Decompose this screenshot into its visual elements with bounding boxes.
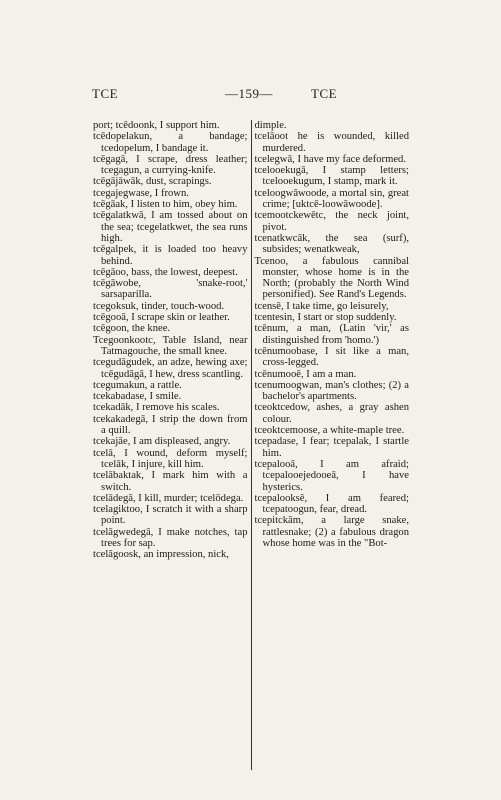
dictionary-entry: tcepadase, I fear; tcepalak, I startle him.	[254, 436, 409, 459]
dictionary-entry: tcelāgwedegā, I make notches, tap trees for sap.	[93, 526, 248, 549]
dictionary-entry: tcegudāgudek, an adze, hewing axe; tcēgudāgā, I hew, dress scantling.	[93, 357, 248, 380]
dictionary-entry: tcēgooā, I scrape skin or leather.	[93, 312, 230, 324]
dictionary-entry: tcēgalpek, it is loaded too heavy behind.	[93, 244, 248, 267]
dictionary-entry: tcelagiktoo, I scratch it with a sharp point.	[93, 504, 248, 527]
dictionary-entry: tcekadāk, I remove his scales.	[93, 402, 220, 414]
dictionary-entry: tceloogwāwoode, a mortal sin, great crime; [uktcē-loowāwoode].	[254, 187, 409, 211]
dictionary-entry: tcekakadegā, I strip the down from a quill.	[93, 413, 248, 437]
dictionary-entry: tcegoksuk, tinder, touch-wood.	[93, 300, 225, 312]
dictionary-entry: tcelā, I wound, deform myself; tcelāk, I injure, kill him.	[93, 447, 248, 470]
running-header	[0, 86, 501, 102]
dictionary-entry: tceoktcedow, ashes, a gray ashen colour.	[254, 402, 409, 425]
dictionary-entry: tcenatkwcāk, the sea (surf), subsides; wenatkweak,	[254, 232, 409, 256]
dictionary-entry: tcegumakun, a rattle.	[93, 379, 182, 391]
left-column	[93, 120, 251, 770]
dictionary-entry: tcegajegwase, I frown.	[93, 187, 189, 199]
dictionary-entry: tcepalooā, I am afraid; tcepalooejedooeā, I have hysterics.	[254, 458, 409, 493]
page-number: —159—	[225, 86, 273, 101]
header-right: TCE	[311, 86, 338, 101]
dictionary-entry: dimple.	[254, 120, 287, 131]
dictionary-entry: Tcenoo, a fabulous cannibal monster, whose home is in the North; (probably the North Wind personified). See Rand's Legends.	[254, 255, 409, 301]
dictionary-entry: tcentesin, I start or stop suddenly.	[254, 312, 397, 324]
dictionary-entry: tcensē, I take time, go leisurely,	[254, 300, 389, 312]
dictionary-entry: tcēgagā, I scrape, dress leather; tcegagun, a currying-knife.	[93, 153, 248, 177]
dictionary-entry: tcelādegā, I kill, murder; tcelōdega.	[93, 492, 244, 504]
dictionary-entry: tcēnum, a man, (Latin 'vir,' as distinguished from 'homo.')	[254, 323, 409, 346]
dictionary-entry: tcemootckewētc, the neck joint, pivot.	[254, 210, 409, 233]
dictionary-entry: tcelooekugā, I stamp letters; tcelooekugum, I stamp, mark it.	[254, 165, 409, 188]
dictionary-columns	[93, 120, 409, 770]
dictionary-entry: tcekabadase, I smile.	[93, 391, 182, 403]
dictionary-entry: tcēgāoo, bass, the lowest, deepest.	[93, 266, 238, 278]
dictionary-entry: tcēnumooē, I am a man.	[254, 368, 357, 380]
dictionary-entry: Tcegoonkootc, Table Island, near Tatmagouche, the small knee.	[93, 334, 248, 357]
dictionary-entry: tcēnumoobase, I sit like a man, cross-legged.	[254, 345, 409, 369]
dictionary-entry: tcēgājāwāk, dust, scrapings.	[93, 176, 212, 188]
dictionary-entry: tcepitckām, a large snake, rattlesnake; (2) a fabulous dragon whose home was in the "Bot-	[254, 515, 409, 549]
dictionary-entry: tcepalooksē, I am feared; tcepatoogun, fear, dread.	[254, 492, 409, 516]
dictionary-entry: tcēgoon, the knee.	[93, 323, 171, 335]
dictionary-entry: tcenumoogwan, man's clothes; (2) a bachelor's apartments.	[254, 379, 409, 403]
dictionary-entry: tcēgāwobe, 'snake-root,' sarsaparilla.	[93, 278, 248, 301]
dictionary-entry: tcelābaktak, I mark him with a switch.	[93, 470, 248, 493]
dictionary-entry: tcēdopelakun, a bandage; tcedopelum, I bandage it.	[93, 131, 248, 154]
dictionary-entry: tceoktcemoose, a white-maple tree.	[254, 425, 405, 437]
dictionary-entry: port; tcēdoonk, I support him.	[93, 120, 220, 131]
right-column	[251, 120, 410, 770]
dictionary-entry: tcekajāe, I am displeased, angry.	[93, 436, 231, 448]
dictionary-entry: tcelāoot he is wounded, killed murdered.	[254, 131, 409, 154]
dictionary-entry: tcēgalatkwā, I am tossed about on the sea; tcegelatkwet, the sea runs high.	[93, 210, 248, 244]
dictionary-entry: tcēgāak, I listen to him, obey him.	[93, 199, 238, 211]
header-left: TCE	[92, 86, 119, 101]
dictionary-entry: tcelāgoosk, an impression, nick,	[93, 549, 229, 561]
dictionary-entry: tcelegwā, I have my face deformed.	[254, 153, 406, 165]
